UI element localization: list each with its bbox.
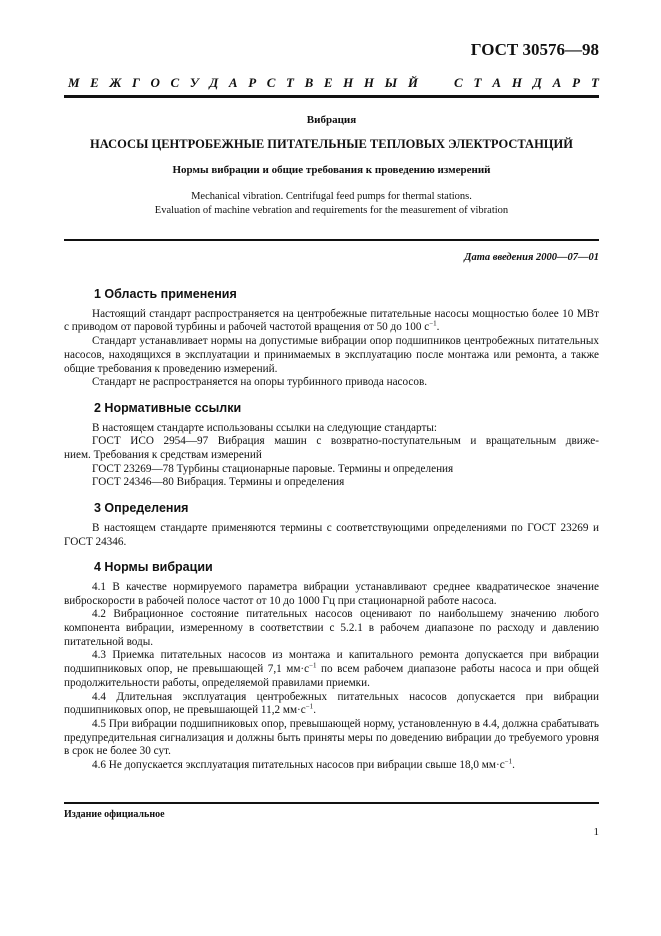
section-heading: 2 Нормативные ссылки [94,400,242,415]
english-title [64,190,599,218]
standard-type-letter: С [170,75,180,90]
standard-type-letter: С [454,75,463,90]
standard-type [68,75,599,91]
standard-type-letter: Г [132,75,140,90]
standard-type-letter: Е [323,75,333,90]
standard-type-letter: У [189,75,199,90]
edition-label: Издание официальное [64,809,165,820]
document-subtitle: Нормы вибрации и общие требования к проведению измерений [172,164,491,176]
standard-type-letter: Р [248,75,257,90]
standard-type-letter: Д [209,75,219,90]
paragraph: В настоящем стандарте использованы ссылки на следующие стандарты: [92,421,437,434]
middle-rule [64,239,599,241]
standard-type-letter: О [150,75,160,90]
standard-type-letter: Н [343,75,354,90]
standard-type-letter: Ы [384,75,398,90]
paragraph: В настоящем стандарте применяются термины с соответствующими определениями по ГОСТ 23269 и ГОСТ 24346. [64,521,599,548]
reference-item: ГОСТ 23269—78 Турбины стационарные паровые. Термины и определения [92,462,454,475]
paragraph: 4.4 Длительная эксплуатация центробежных питательных насосов допускается при вибрации подшипниковых опор, не превышающей 11,2 $мм\cdot с^{-1}$. [64,690,599,717]
paragraph: 4.3 Приемка питательных насосов из монтажа и капитального ремонта допускается при вибрации подшипниковых опор, не превышающей 7,1 $мм\cdot с^{-1}$ по всем рабочем диапазоне работы насоса и при общей продолжительности работы, определяемой правилами приемки. [64,649,599,689]
standard-type-letter: А [492,75,502,90]
standard-type-letter: Т [473,75,482,90]
document-body [64,284,599,773]
standard-type-letter: Й [407,75,418,90]
standard-type-letter: Н [363,75,375,90]
standard-type-letter: Е [90,75,99,90]
page-number: 1 [593,826,599,838]
standard-type-word2 [454,75,599,91]
standard-type-letter: Р [572,75,581,90]
standard-type-letter: С [266,75,276,90]
standard-type-letter: Д [532,75,542,90]
standard-type-word1 [68,75,418,91]
paragraph: 4.5 При вибрации подшипниковых опор, превышающей норму, установленную в 4.4, должна срабатывать предупредительная сигнализация и должны быть приняты меры по доведению вибрации до требуемого уровня в срок не более 30 сут. [64,717,599,758]
standard-type-letter: В [304,75,314,90]
standard-type-letter: А [552,75,562,90]
document-title: НАСОСЫ ЦЕНТРОБЕЖНЫЕ ПИТАТЕЛЬНЫЕ ТЕПЛОВЫХ ЭЛЕКТРОСТАНЦИЙ [90,137,573,151]
section-heading: 1 Область применения [94,287,237,301]
paragraph: Настоящий стандарт распространяется на центробежные питательные насосы мощностью более 10 МВт с приводом от паровой турбины и рабочей частотой вращения от 50 до 100 $с^{-1}$. [64,307,599,334]
paragraph: Стандарт устанавливает нормы на допустимые вибрации опор подшипников центробежных питательных насосов, находящихся в эксплуатации и принимаемых в эксплуатацию после монтажа или ремонта, а также общие требования к проведению измерений. [64,335,599,375]
paragraph: Стандарт не распространяется на опоры турбинного привода насосов. [92,376,428,389]
reference-item: ГОСТ 24346—80 Вибрация. Термины и определения [92,476,345,489]
standard-type-letter: Т [286,75,294,90]
standard-type-letter: Ж [109,75,122,90]
section-heading: 3 Определения [94,501,189,516]
standard-type-letter: Н [511,75,522,90]
english-title-line1: Mechanical vibration. Centrifugal feed pumps for thermal stations. [191,191,472,202]
standard-type-letter: Т [590,75,599,90]
top-rule [64,95,599,98]
paragraph: 4.1 В качестве нормируемого параметра вибрации устанавливают среднее квадратическое значение виброскорости в рабочей полосе частот от 10 до 1000 Гц при стационарной работе насоса. [64,580,599,607]
intro-date: Дата введения 2000—07—01 [464,252,599,263]
section-heading: 4 Нормы вибрации [94,560,213,575]
subject: Вибрация [306,114,357,126]
paragraph: 4.6 Не допускается эксплуатация питательных насосов при вибрации свыше 18,0 $мм\cdot с^{-1}$. [92,757,515,772]
reference-item-continuation: нием. Требования к средствам измерений [64,449,262,462]
reference-item: ГОСТ ИСО 2954—97 Вибрация машин с возвратно-поступательным и вращательным движе- [92,435,599,448]
paragraph: 4.2 Вибрационное состояние питательных насосов оценивают по наибольшему значению любого компонента вибрации, измеренному в соответствии с 5.2.1 в рабочем диапазоне по расходу и давлению питательной воды. [64,608,599,648]
standard-type-letter: А [228,75,238,90]
english-title-line2: Evaluation of machine vebration and requirements for the measurement of vibration [154,205,509,216]
gost-code: ГОСТ 30576—98 [470,40,599,59]
standard-type-letter: М [68,75,80,90]
footer-rule [64,802,599,804]
